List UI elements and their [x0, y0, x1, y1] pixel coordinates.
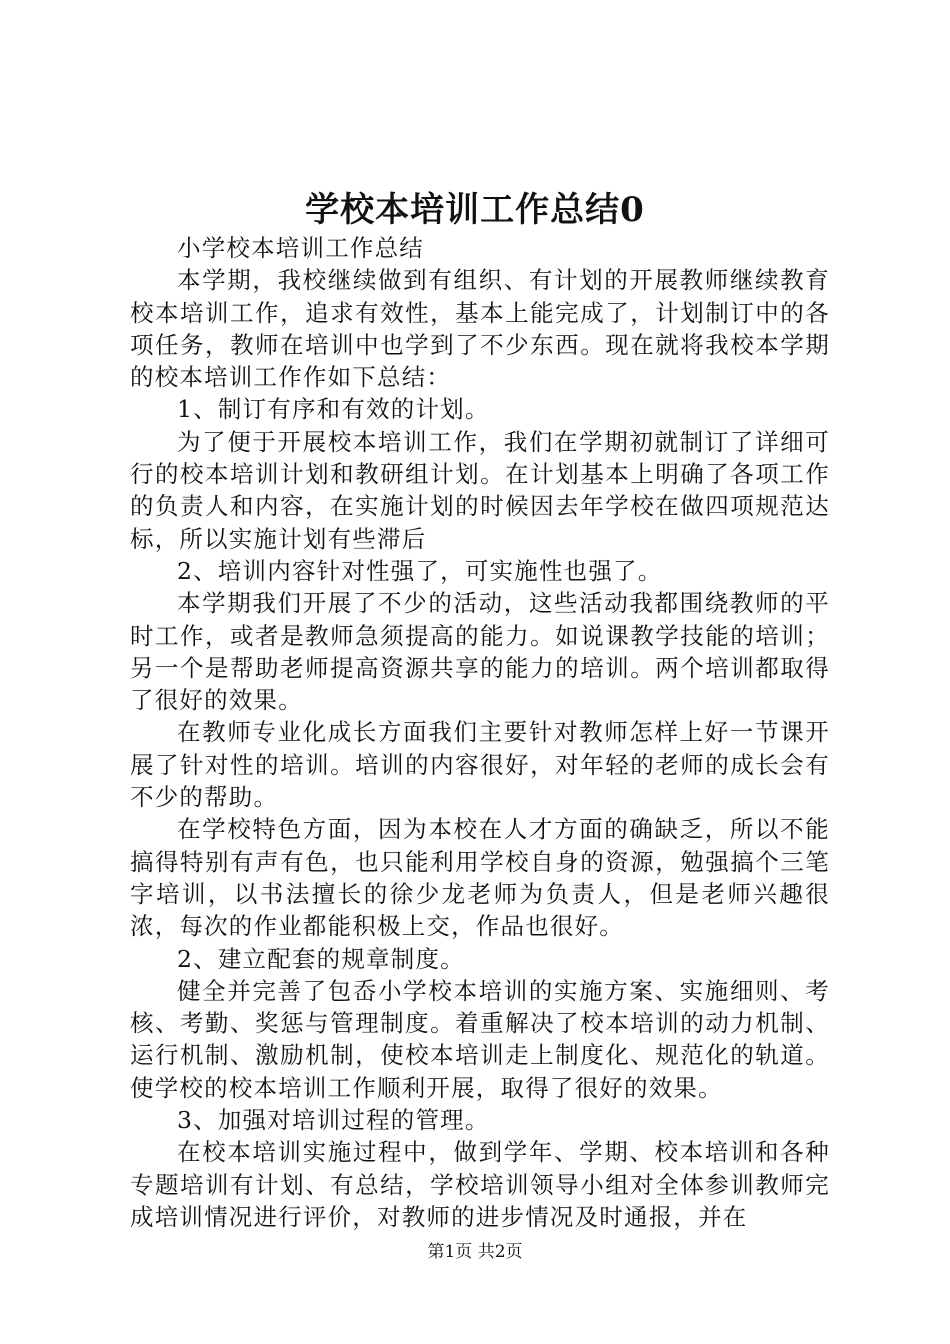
paragraph-subtitle: 小学校本培训工作总结 — [177, 234, 424, 262]
section-heading-process: 3、加强对培训过程的管理。 — [177, 1106, 490, 1135]
paragraph-intro: 本学期，我校继续做到有组织、有计划的开展教师继续教育校本培训工作，追求有效性，基本上能完成了，计划制订中的各项任务，教师在培训中也学到了不少东西。现在就将我校本学期的校本培训工作作如下总结： — [130, 266, 830, 392]
paragraph-process: 在校本培训实施过程中，做到学年、学期、校本培训和各种专题培训有计划、有总结，学校培训领导小组对全体参训教师完成培训情况进行评价，对教师的进步情况及时通报，并在 — [130, 1138, 830, 1231]
document-title: 学校本培训工作总结0 — [305, 190, 645, 230]
page-footer: 第1页 共2页 — [427, 1242, 523, 1262]
paragraph-professional-growth: 在教师专业化成长方面我们主要针对教师怎样上好一节课开展了针对性的培训。培训的内容很好，对年轻的老师的成长会有不少的帮助。 — [130, 718, 830, 812]
section-heading-content: 2、培训内容针对性强了，可实施性也强了。 — [177, 556, 663, 585]
section-heading-plan: 1、制订有序和有效的计划。 — [177, 395, 490, 424]
paragraph-plan: 为了便于开展校本培训工作，我们在学期初就制订了详细可行的校本培训计划和教研组计划。在计划基本上明确了各项工作的负责人和内容，在实施计划的时候因去年学校在做四项规范达标，所以实施计划有些滞后 — [130, 427, 830, 553]
paragraph-rules: 健全并完善了包岙小学校本培训的实施方案、实施细则、考核、考勤、奖惩与管理制度。着重解决了校本培训的动力机制、运行机制、激励机制，使校本培训走上制度化、规范化的轨道。使学校的校本培训工作顺利开展，取得了很好的效果。 — [130, 976, 830, 1102]
paragraph-school-features: 在学校特色方面，因为本校在人才方面的确缺乏，所以不能搞得特别有声有色，也只能利用学校自身的资源，勉强搞个三笔字培训，以书法擅长的徐少龙老师为负责人，但是老师兴趣很浓，每次的作业都能积极上交，作品也很好。 — [130, 815, 830, 941]
section-heading-rules: 2、建立配套的规章制度。 — [177, 944, 465, 973]
paragraph-activities: 本学期我们开展了不少的活动，这些活动我都围绕教师的平时工作，或者是教师急须提高的能力。如说课教学技能的培训；另一个是帮助老师提高资源共享的能力的培训。两个培训都取得了很好的效果。 — [130, 589, 830, 715]
document-body — [130, 232, 830, 1233]
